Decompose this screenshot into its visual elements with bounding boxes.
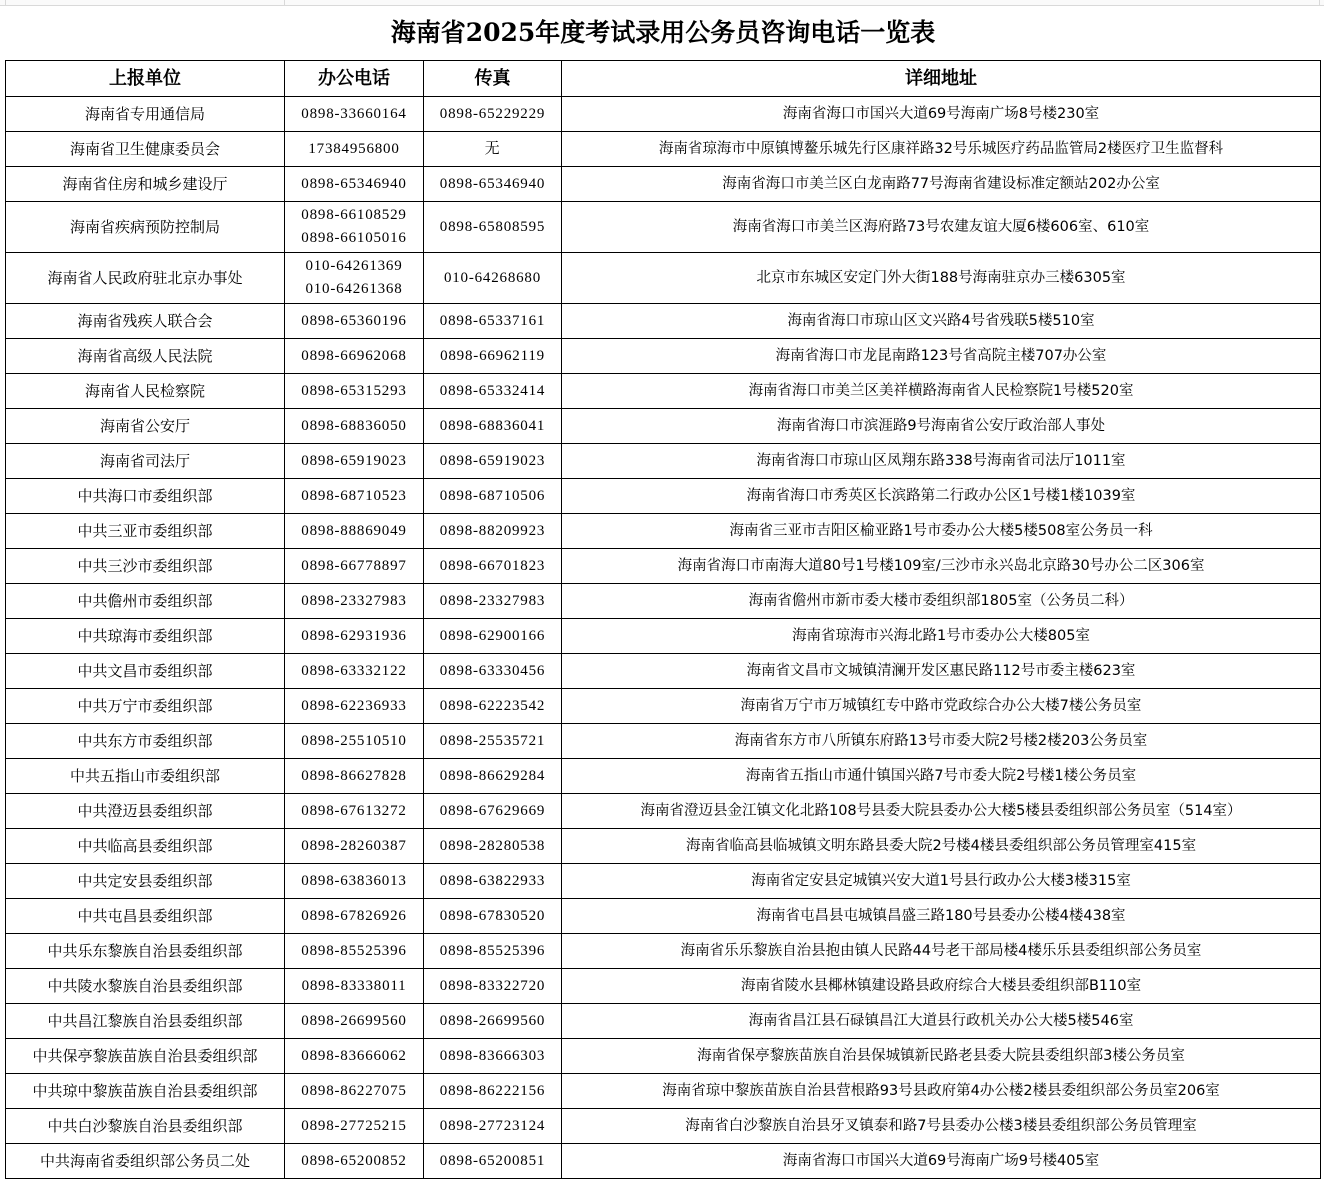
cell-office-phone xyxy=(285,202,424,253)
cell-fax: 0898-83322720 xyxy=(424,969,562,1004)
table-row xyxy=(6,899,1321,934)
cell-office-phone xyxy=(285,899,424,934)
cell-fax: 0898-28280538 xyxy=(424,829,562,864)
cell-fax: 0898-65337161 xyxy=(424,304,562,339)
cell-office-phone xyxy=(285,689,424,724)
cell-address: 海南省海口市国兴大道69号海南广场9号楼405室 xyxy=(562,1144,1321,1179)
cell-unit: 海南省司法厅 xyxy=(6,444,285,479)
phone-number: 0898-66962068 xyxy=(301,347,407,364)
cell-unit: 海南省卫生健康委员会 xyxy=(6,132,285,167)
cell-unit: 海南省高级人民法院 xyxy=(6,339,285,374)
table-row xyxy=(6,794,1321,829)
table-row xyxy=(6,1074,1321,1109)
phone-number: 0898-85525396 xyxy=(301,942,407,959)
cell-address: 海南省海口市琼山区凤翔东路338号海南省司法厅1011室 xyxy=(562,444,1321,479)
cell-fax: 0898-65808595 xyxy=(424,202,562,253)
table-row xyxy=(6,339,1321,374)
cell-unit: 中共临高县委组织部 xyxy=(6,829,285,864)
header-address: 详细地址 xyxy=(562,61,1321,97)
cell-office-phone xyxy=(285,654,424,689)
table-row xyxy=(6,202,1321,253)
cell-office-phone xyxy=(285,253,424,304)
cell-unit: 海南省疾病预防控制局 xyxy=(6,202,285,253)
cell-fax: 0898-86222156 xyxy=(424,1074,562,1109)
cell-address: 海南省琼海市兴海北路1号市委办公大楼805室 xyxy=(562,619,1321,654)
phone-number: 0898-28260387 xyxy=(301,837,407,854)
table-row xyxy=(6,132,1321,167)
phone-number: 0898-25510510 xyxy=(301,732,407,749)
cell-address: 海南省陵水县椰林镇建设路县政府综合大楼县委组织部B110室 xyxy=(562,969,1321,1004)
cell-address: 海南省三亚市吉阳区榆亚路1号市委办公大楼5楼508室公务员一科 xyxy=(562,514,1321,549)
cell-office-phone xyxy=(285,1109,424,1144)
phone-number: 0898-66108529 xyxy=(301,207,407,223)
cell-fax: 0898-65229229 xyxy=(424,97,562,132)
cell-fax: 0898-65200851 xyxy=(424,1144,562,1179)
cell-unit: 海南省专用通信局 xyxy=(6,97,285,132)
phone-number: 0898-68710523 xyxy=(301,487,407,504)
cell-unit: 海南省公安厅 xyxy=(6,409,285,444)
cell-address: 北京市东城区安定门外大街188号海南驻京办三楼6305室 xyxy=(562,253,1321,304)
cell-unit: 中共海南省委组织部公务员二处 xyxy=(6,1144,285,1179)
cell-unit: 海南省人民检察院 xyxy=(6,374,285,409)
cell-office-phone xyxy=(285,479,424,514)
cell-address: 海南省东方市八所镇东府路13号市委大院2号楼2楼203公务员室 xyxy=(562,724,1321,759)
cell-office-phone xyxy=(285,304,424,339)
phone-number: 0898-65346940 xyxy=(301,175,407,192)
cell-office-phone xyxy=(285,409,424,444)
cell-unit: 中共万宁市委组织部 xyxy=(6,689,285,724)
cell-address: 海南省五指山市通什镇国兴路7号市委大院2号楼1楼公务员室 xyxy=(562,759,1321,794)
cell-address: 海南省白沙黎族自治县牙叉镇泰和路7号县委办公楼3楼县委组织部公务员管理室 xyxy=(562,1109,1321,1144)
phone-number: 0898-86627828 xyxy=(301,767,407,784)
phone-number: 010-64261368 xyxy=(305,281,403,297)
cell-unit: 中共屯昌县委组织部 xyxy=(6,899,285,934)
table-row xyxy=(6,864,1321,899)
cell-unit: 海南省人民政府驻北京办事处 xyxy=(6,253,285,304)
cell-office-phone xyxy=(285,444,424,479)
cell-fax: 0898-25535721 xyxy=(424,724,562,759)
cell-fax: 0898-65346940 xyxy=(424,167,562,202)
cell-address: 海南省海口市琼山区文兴路4号省残联5楼510室 xyxy=(562,304,1321,339)
phone-number: 0898-67613272 xyxy=(301,802,407,819)
table-row xyxy=(6,759,1321,794)
cell-address: 海南省万宁市万城镇红专中路市党政综合办公大楼7楼公务员室 xyxy=(562,689,1321,724)
cell-unit: 中共定安县委组织部 xyxy=(6,864,285,899)
cell-office-phone xyxy=(285,969,424,1004)
cell-fax: 010-64268680 xyxy=(424,253,562,304)
cell-office-phone xyxy=(285,374,424,409)
cell-unit: 中共白沙黎族自治县委组织部 xyxy=(6,1109,285,1144)
phone-number: 0898-26699560 xyxy=(301,1012,407,1029)
cell-office-phone xyxy=(285,97,424,132)
table-row xyxy=(6,97,1321,132)
table-row xyxy=(6,654,1321,689)
cell-address: 海南省琼海市中原镇博鳌乐城先行区康祥路32号乐城医疗药品监管局2楼医疗卫生监督科 xyxy=(562,132,1321,167)
cell-office-phone xyxy=(285,1004,424,1039)
phone-number: 0898-83666062 xyxy=(301,1047,407,1064)
cell-fax: 0898-83666303 xyxy=(424,1039,562,1074)
cell-fax: 0898-63330456 xyxy=(424,654,562,689)
cell-fax: 0898-65919023 xyxy=(424,444,562,479)
phone-number: 0898-68836050 xyxy=(301,417,407,434)
table-row xyxy=(6,1004,1321,1039)
phone-number: 0898-63836013 xyxy=(301,872,407,889)
cell-fax: 0898-68836041 xyxy=(424,409,562,444)
cell-unit: 中共昌江黎族自治县委组织部 xyxy=(6,1004,285,1039)
cell-office-phone xyxy=(285,1144,424,1179)
cell-fax: 0898-67830520 xyxy=(424,899,562,934)
cell-office-phone xyxy=(285,794,424,829)
cell-unit: 中共三亚市委组织部 xyxy=(6,514,285,549)
cell-address: 海南省海口市秀英区长滨路第二行政办公区1号楼1楼1039室 xyxy=(562,479,1321,514)
phone-number: 0898-65200852 xyxy=(301,1152,407,1169)
cell-fax: 0898-23327983 xyxy=(424,584,562,619)
cell-unit: 中共陵水黎族自治县委组织部 xyxy=(6,969,285,1004)
cell-fax: 0898-67629669 xyxy=(424,794,562,829)
cell-unit: 中共澄迈县委组织部 xyxy=(6,794,285,829)
cell-fax: 0898-88209923 xyxy=(424,514,562,549)
phone-number: 0898-62931936 xyxy=(301,627,407,644)
cell-office-phone xyxy=(285,829,424,864)
table-row xyxy=(6,934,1321,969)
table-row xyxy=(6,619,1321,654)
cell-address: 海南省儋州市新市委大楼市委组织部1805室（公务员二科） xyxy=(562,584,1321,619)
cell-unit: 海南省残疾人联合会 xyxy=(6,304,285,339)
cell-address: 海南省临高县临城镇文明东路县委大院2号楼4楼县委组织部公务员管理室415室 xyxy=(562,829,1321,864)
cell-fax: 0898-26699560 xyxy=(424,1004,562,1039)
cell-office-phone xyxy=(285,339,424,374)
phone-number: 0898-27725215 xyxy=(301,1117,407,1134)
table-row xyxy=(6,724,1321,759)
table-row xyxy=(6,549,1321,584)
cell-address: 海南省昌江县石碌镇昌江大道县行政机关办公大楼5楼546室 xyxy=(562,1004,1321,1039)
table-row xyxy=(6,304,1321,339)
cell-unit: 中共乐东黎族自治县委组织部 xyxy=(6,934,285,969)
cell-fax: 0898-62223542 xyxy=(424,689,562,724)
cell-office-phone xyxy=(285,1039,424,1074)
cell-unit: 中共琼中黎族苗族自治县委组织部 xyxy=(6,1074,285,1109)
cell-address: 海南省定安县定城镇兴安大道1号县行政办公大楼3楼315室 xyxy=(562,864,1321,899)
cell-office-phone xyxy=(285,724,424,759)
cell-address: 海南省海口市国兴大道69号海南广场8号楼230室 xyxy=(562,97,1321,132)
cell-address: 海南省海口市美兰区海府路73号农建友谊大厦6楼606室、610室 xyxy=(562,202,1321,253)
cell-address: 海南省琼中黎族苗族自治县营根路93号县政府第4办公楼2楼县委组织部公务员室206室 xyxy=(562,1074,1321,1109)
header-fax: 传真 xyxy=(424,61,562,97)
phone-number: 010-64261369 xyxy=(305,258,403,274)
header-office-phone: 办公电话 xyxy=(285,61,424,97)
contact-table xyxy=(5,5,1321,1179)
table-row xyxy=(6,1109,1321,1144)
cell-unit: 中共琼海市委组织部 xyxy=(6,619,285,654)
phone-number: 0898-63332122 xyxy=(301,662,407,679)
cell-address: 海南省屯昌县屯城镇昌盛三路180号县委办公楼4楼438室 xyxy=(562,899,1321,934)
phone-number: 0898-66105016 xyxy=(301,230,407,246)
cell-unit: 中共东方市委组织部 xyxy=(6,724,285,759)
cell-fax: 0898-62900166 xyxy=(424,619,562,654)
phone-number: 0898-62236933 xyxy=(301,697,407,714)
table-row xyxy=(6,167,1321,202)
phone-number: 0898-65315293 xyxy=(301,382,407,399)
cell-unit: 中共三沙市委组织部 xyxy=(6,549,285,584)
table-row xyxy=(6,444,1321,479)
phone-number: 0898-66778897 xyxy=(301,557,407,574)
table-row xyxy=(6,479,1321,514)
table-row xyxy=(6,1144,1321,1179)
phone-number: 0898-33660164 xyxy=(301,105,407,122)
table-row xyxy=(6,969,1321,1004)
table-row xyxy=(6,409,1321,444)
cell-fax: 0898-85525396 xyxy=(424,934,562,969)
cell-address: 海南省海口市美兰区白龙南路77号海南省建设标准定额站202办公室 xyxy=(562,167,1321,202)
cell-unit: 中共文昌市委组织部 xyxy=(6,654,285,689)
table-row xyxy=(6,1039,1321,1074)
cell-address: 海南省海口市美兰区美祥横路海南省人民检察院1号楼520室 xyxy=(562,374,1321,409)
cell-address: 海南省海口市滨涯路9号海南省公安厅政治部人事处 xyxy=(562,409,1321,444)
table-row xyxy=(6,514,1321,549)
cell-address: 海南省保亭黎族苗族自治县保城镇新民路老县委大院县委组织部3楼公务员室 xyxy=(562,1039,1321,1074)
cell-fax: 0898-68710506 xyxy=(424,479,562,514)
cell-fax: 0898-63822933 xyxy=(424,864,562,899)
table-row xyxy=(6,374,1321,409)
cell-office-phone xyxy=(285,514,424,549)
cell-fax: 0898-86629284 xyxy=(424,759,562,794)
table-title: 海南省2025年度考试录用公务员咨询电话一览表 xyxy=(6,5,1321,61)
table-row xyxy=(6,253,1321,304)
cell-fax: 0898-65332414 xyxy=(424,374,562,409)
cell-unit: 海南省住房和城乡建设厅 xyxy=(6,167,285,202)
cell-office-phone xyxy=(285,759,424,794)
cell-fax: 0898-66962119 xyxy=(424,339,562,374)
table-row xyxy=(6,584,1321,619)
cell-fax: 0898-27723124 xyxy=(424,1109,562,1144)
phone-number: 0898-65360196 xyxy=(301,312,407,329)
phone-number: 0898-23327983 xyxy=(301,592,407,609)
cell-office-phone xyxy=(285,619,424,654)
cell-fax: 0898-66701823 xyxy=(424,549,562,584)
cell-office-phone xyxy=(285,934,424,969)
phone-number: 0898-88869049 xyxy=(301,522,407,539)
cell-unit: 中共保亭黎族苗族自治县委组织部 xyxy=(6,1039,285,1074)
cell-unit: 中共儋州市委组织部 xyxy=(6,584,285,619)
cell-address: 海南省乐乐黎族自治县抱由镇人民路44号老干部局楼4楼乐乐县委组织部公务员室 xyxy=(562,934,1321,969)
cell-office-phone xyxy=(285,864,424,899)
table-row xyxy=(6,829,1321,864)
cell-office-phone xyxy=(285,1074,424,1109)
table-row xyxy=(6,689,1321,724)
phone-number: 0898-67826926 xyxy=(301,907,407,924)
cell-address: 海南省海口市龙昆南路123号省高院主楼707办公室 xyxy=(562,339,1321,374)
cell-unit: 中共海口市委组织部 xyxy=(6,479,285,514)
header-unit: 上报单位 xyxy=(6,61,285,97)
cell-office-phone xyxy=(285,167,424,202)
header-row xyxy=(6,61,1321,97)
cell-office-phone xyxy=(285,584,424,619)
cell-address: 海南省澄迈县金江镇文化北路108号县委大院县委办公大楼5楼县委组织部公务员室（514室） xyxy=(562,794,1321,829)
cell-office-phone xyxy=(285,132,424,167)
phone-number: 0898-86227075 xyxy=(301,1082,407,1099)
cell-address: 海南省文昌市文城镇清澜开发区惠民路112号市委主楼623室 xyxy=(562,654,1321,689)
phone-number: 0898-65919023 xyxy=(301,452,407,469)
cell-unit: 中共五指山市委组织部 xyxy=(6,759,285,794)
cell-fax: 无 xyxy=(424,132,562,167)
cell-office-phone xyxy=(285,549,424,584)
cell-address: 海南省海口市南海大道80号1号楼109室/三沙市永兴岛北京路30号办公二区306室 xyxy=(562,549,1321,584)
phone-number: 17384956800 xyxy=(308,140,400,157)
phone-number: 0898-83338011 xyxy=(301,977,407,994)
